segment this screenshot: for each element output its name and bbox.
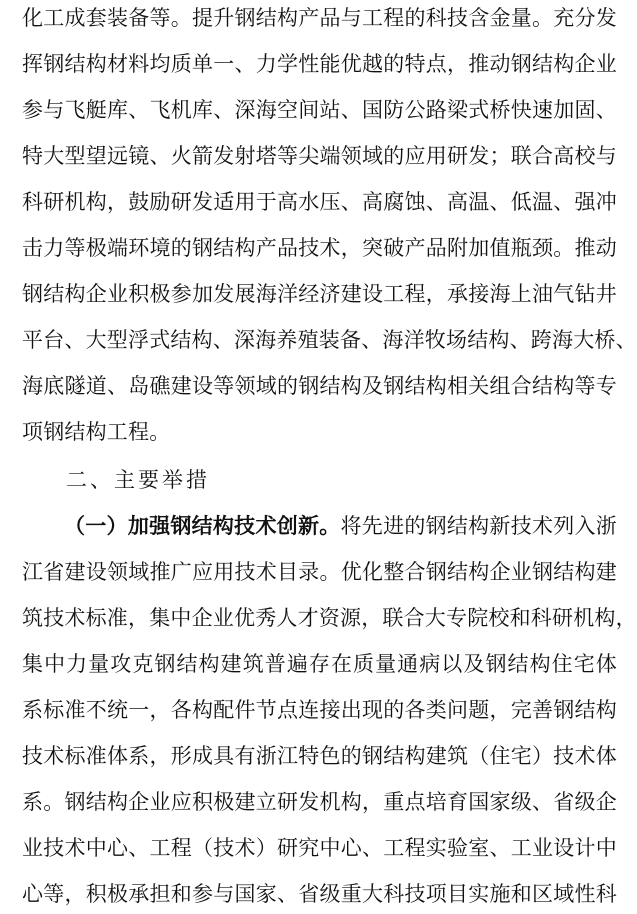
paragraph-line: 化工成套装备等。提升钢结构产品与工程的科技含金量。充分发 <box>22 6 617 30</box>
subsection-first-line <box>64 506 617 546</box>
paragraph-line: 钢结构企业积极参加发展海洋经济建设工程，承接海上油气钻井 <box>22 282 617 306</box>
paragraph-line: 参与飞艇库、飞机库、深海空间站、国防公路梁式桥快速加固、 <box>22 98 617 122</box>
paragraph-line: 系。钢结构企业应积极建立研发机构，重点培育国家级、省级企 <box>22 790 617 814</box>
paragraph-line: 筑技术标准，集中企业优秀人才资源，联合大专院校和科研机构， <box>22 606 637 630</box>
paragraph-line: 击力等极端环境的钢结构产品技术，突破产品附加值瓶颈。推动 <box>22 236 617 260</box>
section-heading: 二、主要举措 <box>66 468 210 492</box>
paragraph-line: 技术标准体系，形成具有浙江特色的钢结构建筑（住宅）技术体 <box>22 744 617 768</box>
paragraph-text: 将先进的钢结构新技术列入浙 <box>340 514 617 538</box>
paragraph-line: 特大型望远镜、火箭发射塔等尖端领域的应用研发；联合高校与 <box>22 144 617 168</box>
paragraph-line: 项钢结构工程。 <box>22 420 171 444</box>
paragraph-line: 海底隧道、岛礁建设等领域的钢结构及钢结构相关组合结构等专 <box>22 374 617 398</box>
subsection-title: （一）加强钢结构技术创新。 <box>64 513 341 538</box>
paragraph-line: 挥钢结构材料均质单一、力学性能优越的特点，推动钢结构企业 <box>22 52 617 76</box>
paragraph-line: 系标准不统一，各构配件节点连接出现的各类问题，完善钢结构 <box>22 698 617 722</box>
paragraph-line: 心等，积极承担和参与国家、省级重大科技项目实施和区域性科 <box>22 882 617 906</box>
paragraph-line: 业技术中心、工程（技术）研究中心、工程实验室、工业设计中 <box>22 836 617 860</box>
paragraph-line: 江省建设领域推广应用技术目录。优化整合钢结构企业钢结构建 <box>22 560 617 584</box>
paragraph-line: 科研机构，鼓励研发适用于高水压、高腐蚀、高温、低温、强冲 <box>22 190 617 214</box>
paragraph-line: 集中力量攻克钢结构建筑普遍存在质量通病以及钢结构住宅体 <box>22 652 617 676</box>
paragraph-line: 平台、大型浮式结构、深海养殖装备、海洋牧场结构、跨海大桥、 <box>22 328 637 352</box>
